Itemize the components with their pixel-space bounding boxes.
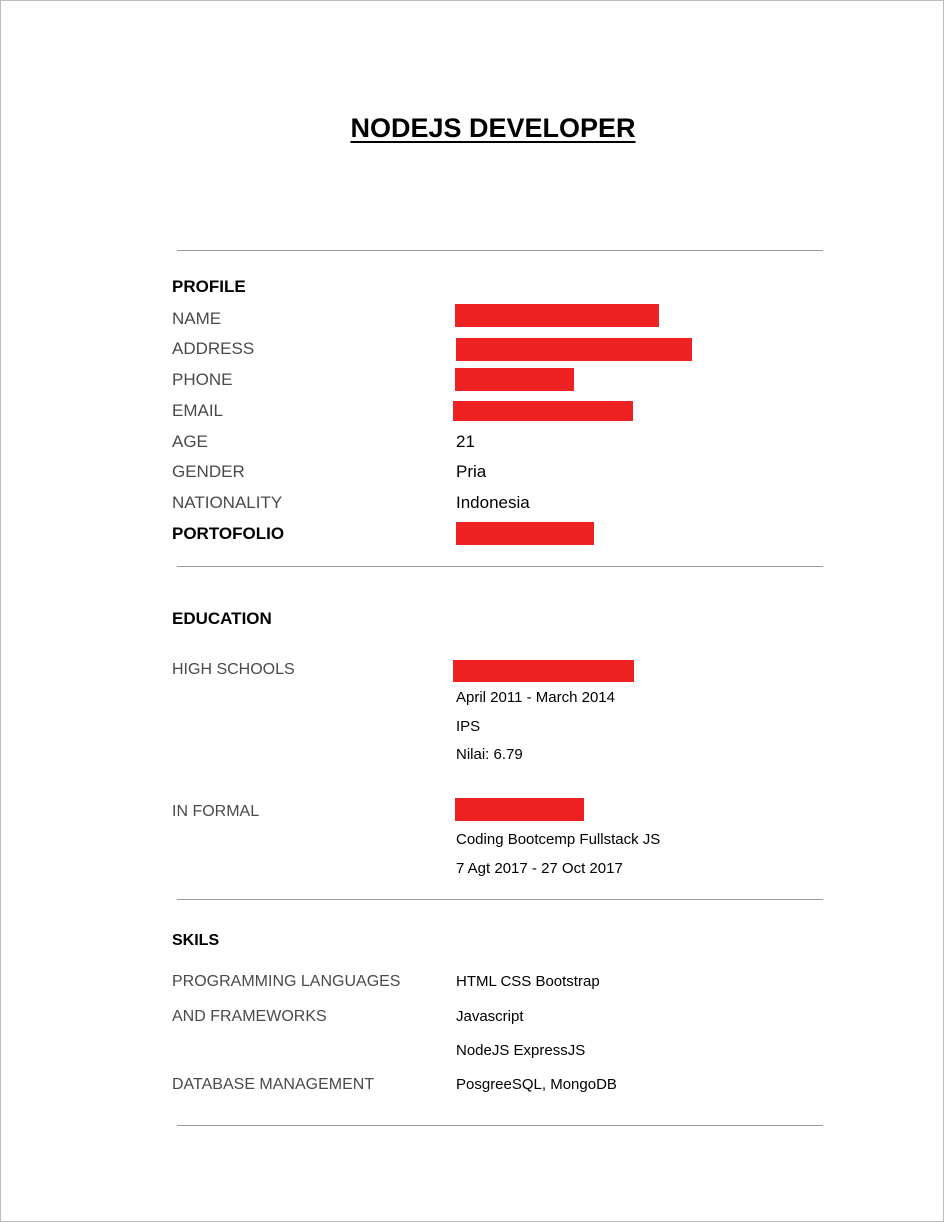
nationality-label: NATIONALITY xyxy=(172,493,283,512)
gender-label: GENDER xyxy=(172,462,245,481)
address-label: ADDRESS xyxy=(172,339,255,358)
high-school-grade: Nilai: 6.79 xyxy=(456,746,523,763)
portfolio-redaction xyxy=(456,522,594,545)
divider-education xyxy=(177,899,823,900)
profile-heading: PROFILE xyxy=(172,277,246,296)
prog-value-3: NodeJS ExpressJS xyxy=(456,1042,586,1059)
informal-course: Coding Bootcemp Fullstack JS xyxy=(456,831,661,848)
address-redaction xyxy=(456,338,692,361)
nationality-value: Indonesia xyxy=(456,493,530,512)
portfolio-label: PORTOFOLIO xyxy=(172,524,285,543)
divider-profile xyxy=(177,566,823,567)
prog-value-2: Javascript xyxy=(456,1008,524,1025)
email-redaction xyxy=(453,401,633,421)
divider-top xyxy=(177,250,823,251)
name-redaction xyxy=(455,304,659,327)
phone-redaction xyxy=(455,368,574,391)
db-value: PosgreeSQL, MongoDB xyxy=(456,1076,617,1093)
email-label: EMAIL xyxy=(172,401,224,420)
divider-bottom xyxy=(177,1125,823,1126)
high-school-period: April 2011 - March 2014 xyxy=(456,689,615,706)
age-label: AGE xyxy=(172,432,208,451)
skills-heading: SKILS xyxy=(172,932,220,949)
name-label: NAME xyxy=(172,309,222,328)
education-heading: EDUCATION xyxy=(172,609,272,628)
high-school-major: IPS xyxy=(456,718,481,735)
prog-label-line1: PROGRAMMING LANGUAGES xyxy=(172,973,401,990)
age-value: 21 xyxy=(456,432,475,451)
page-title: NODEJS DEVELOPER xyxy=(350,113,636,143)
informal-period: 7 Agt 2017 - 27 Oct 2017 xyxy=(456,860,623,877)
prog-label-line2: AND FRAMEWORKS xyxy=(172,1008,327,1025)
high-school-label: HIGH SCHOOLS xyxy=(172,661,295,678)
high-school-redaction xyxy=(453,660,634,682)
phone-label: PHONE xyxy=(172,370,233,389)
prog-value-1: HTML CSS Bootstrap xyxy=(456,973,600,990)
gender-value: Pria xyxy=(456,462,487,481)
informal-label: IN FORMAL xyxy=(172,803,260,820)
informal-redaction xyxy=(455,798,584,821)
db-label: DATABASE MANAGEMENT xyxy=(172,1076,375,1093)
